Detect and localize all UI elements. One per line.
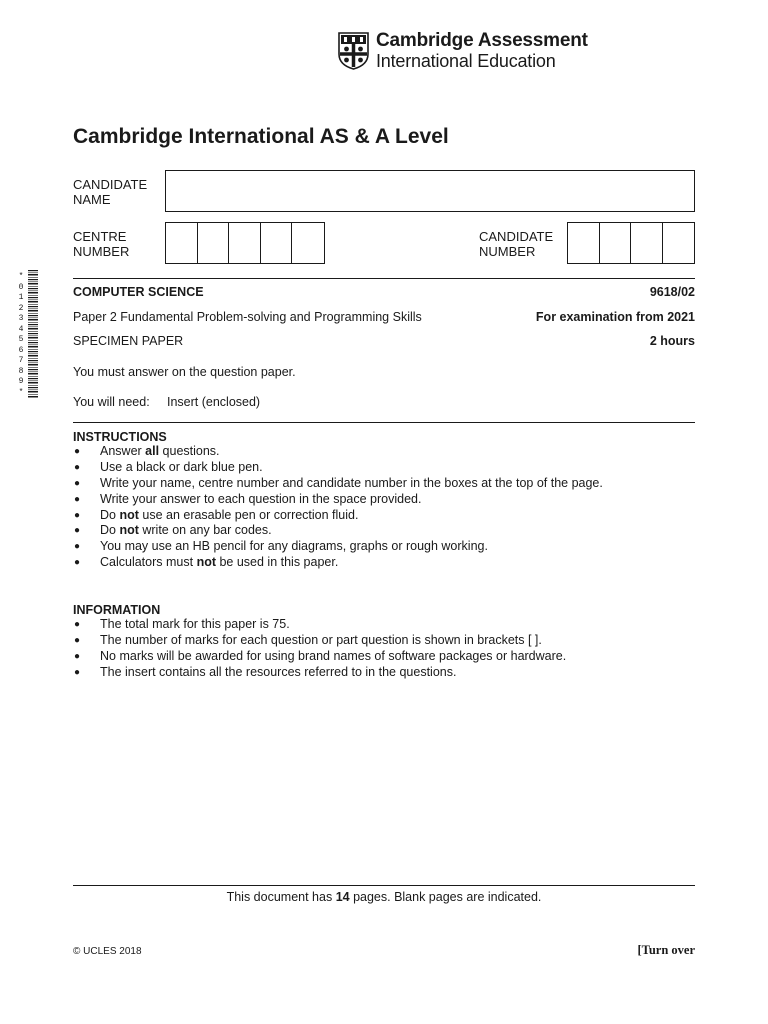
bullet-icon: ● <box>74 477 81 489</box>
instructions-heading: INSTRUCTIONS <box>73 430 167 444</box>
list-item-text: The number of marks for each question or part question is shown in brackets [ ]. <box>100 632 542 647</box>
barcode-digit: 7 <box>18 356 24 365</box>
list-item <box>73 539 695 555</box>
centre-number-digit-box[interactable] <box>229 223 261 263</box>
list-item-emphasis: not <box>196 555 216 570</box>
turn-over: [Turn over <box>637 943 695 957</box>
bullet-icon: ● <box>74 666 81 678</box>
barcode-digit: * <box>18 272 24 281</box>
page-count-text: pages. Blank pages are indicated. <box>349 890 542 904</box>
list-item <box>73 617 695 633</box>
information-section <box>73 603 695 681</box>
list-item-text: The insert contains all the resources referred to in the questions. <box>100 664 457 679</box>
barcode <box>28 270 38 398</box>
list-item-text: Write your name, centre number and candidate number in the boxes at the top of the page. <box>100 475 603 490</box>
list-item-text: write on any bar codes. <box>138 523 272 538</box>
list-item-text: Answer <box>100 444 146 458</box>
list-item-text: be used in this paper. <box>216 555 339 570</box>
bullet-icon: ● <box>74 634 81 646</box>
you-will-need-value: Insert (enclosed) <box>167 395 261 409</box>
subject-name: COMPUTER SCIENCE <box>73 285 204 299</box>
bullet-icon: ● <box>74 619 81 630</box>
barcode-digit: 9 <box>18 377 24 386</box>
list-item-text: Write your answer to each question in the space provided. <box>100 491 422 506</box>
barcode-digit: 2 <box>18 303 24 313</box>
list-item-text: Do <box>100 507 120 522</box>
list-item-emphasis: not <box>119 523 139 538</box>
centre-number-label-line1: CENTRE <box>73 229 127 244</box>
bullet-icon: ● <box>74 509 81 521</box>
list-item <box>73 633 695 649</box>
list-item-text: No marks will be awarded for using brand names of software packages or hardware. <box>100 648 567 663</box>
barcode-digit: * <box>18 387 24 397</box>
paper-type: SPECIMEN PAPER <box>73 334 184 348</box>
divider <box>73 422 695 423</box>
list-item <box>73 508 695 524</box>
candidate-name-field[interactable] <box>165 170 695 212</box>
list-item <box>73 476 695 492</box>
list-item-emphasis: all <box>145 444 160 458</box>
barcode-digit: 3 <box>18 314 24 323</box>
centre-number-digit-box[interactable] <box>261 223 293 263</box>
list-item-text: Calculators must <box>100 555 197 570</box>
information-heading: INFORMATION <box>73 603 161 617</box>
bullet-icon: ● <box>74 446 81 457</box>
instructions-section <box>73 430 695 571</box>
list-item-text: Use a black or dark blue pen. <box>100 459 263 474</box>
candidate-name-label-line1: CANDIDATE <box>73 177 148 192</box>
candidate-number-digit-box[interactable] <box>663 223 694 263</box>
centre-number-label <box>73 229 129 259</box>
barcode-digit: 4 <box>18 324 24 334</box>
candidate-number-label-line1: CANDIDATE <box>479 229 554 244</box>
candidate-number-label <box>479 229 553 259</box>
list-item <box>73 649 695 665</box>
candidate-number-label-line2: NUMBER <box>479 244 536 259</box>
instructions-list <box>73 444 695 571</box>
candidate-name-label-line2: NAME <box>73 192 111 207</box>
centre-number-digit-box[interactable] <box>292 223 324 263</box>
you-will-need-label: You will need: <box>73 395 150 409</box>
centre-number-digit-box[interactable] <box>166 223 198 263</box>
bullet-icon: ● <box>74 461 81 473</box>
barcode-digit: 0 <box>18 282 24 292</box>
list-item <box>73 460 695 476</box>
bullet-icon: ● <box>74 525 81 537</box>
divider <box>73 278 695 279</box>
centre-number-label-line2: NUMBER <box>73 244 130 259</box>
list-item-emphasis: not <box>119 507 139 522</box>
centre-number-digit-box[interactable] <box>198 223 230 263</box>
qualification-title: Cambridge International AS & A Level <box>73 125 449 148</box>
answer-note: You must answer on the question paper. <box>73 365 296 379</box>
logo-line-2: International Education <box>376 51 556 71</box>
information-list <box>73 617 695 681</box>
list-item-text: You may use an HB pencil for any diagrams, graphs or rough working. <box>100 539 488 554</box>
list-item <box>73 444 695 460</box>
barcode-digit: 6 <box>18 345 24 355</box>
copyright: © UCLES 2018 <box>73 946 142 957</box>
candidate-number-digit-box[interactable] <box>568 223 600 263</box>
cambridge-logo <box>338 30 588 74</box>
barcode-digit: 1 <box>18 293 24 302</box>
page-count-number: 14 <box>335 890 350 904</box>
list-item-text: use an erasable pen or correction fluid. <box>138 507 359 522</box>
bullet-icon: ● <box>74 650 81 662</box>
centre-number-field[interactable] <box>165 222 325 264</box>
bullet-icon: ● <box>74 493 81 505</box>
list-item <box>73 555 695 571</box>
exam-from: For examination from 2021 <box>535 310 695 324</box>
list-item-text: questions. <box>159 444 220 458</box>
list-item-text: Do <box>100 523 120 538</box>
list-item <box>73 523 695 539</box>
candidate-number-field[interactable] <box>567 222 695 264</box>
list-item <box>73 492 695 508</box>
page-count-note <box>73 890 695 904</box>
bullet-icon: ● <box>74 557 81 569</box>
candidate-number-digit-box[interactable] <box>631 223 663 263</box>
bullet-icon: ● <box>74 541 81 553</box>
logo-line-1: Cambridge Assessment <box>376 30 588 51</box>
list-item <box>73 665 695 681</box>
barcode-digits <box>16 272 26 398</box>
barcode-digit: 5 <box>18 335 24 344</box>
candidate-name-label <box>73 177 147 207</box>
paper-name: Paper 2 Fundamental Problem-solving and Programming Skills <box>73 310 422 324</box>
list-item-text: The total mark for this paper is 75. <box>100 617 290 631</box>
paper-code: 9618/02 <box>649 285 695 299</box>
duration: 2 hours <box>649 334 695 348</box>
barcode-digit: 8 <box>18 366 24 376</box>
cambridge-crest-icon <box>338 32 369 70</box>
divider <box>73 885 695 886</box>
candidate-number-digit-box[interactable] <box>600 223 632 263</box>
page-count-text: This document has <box>226 890 336 904</box>
